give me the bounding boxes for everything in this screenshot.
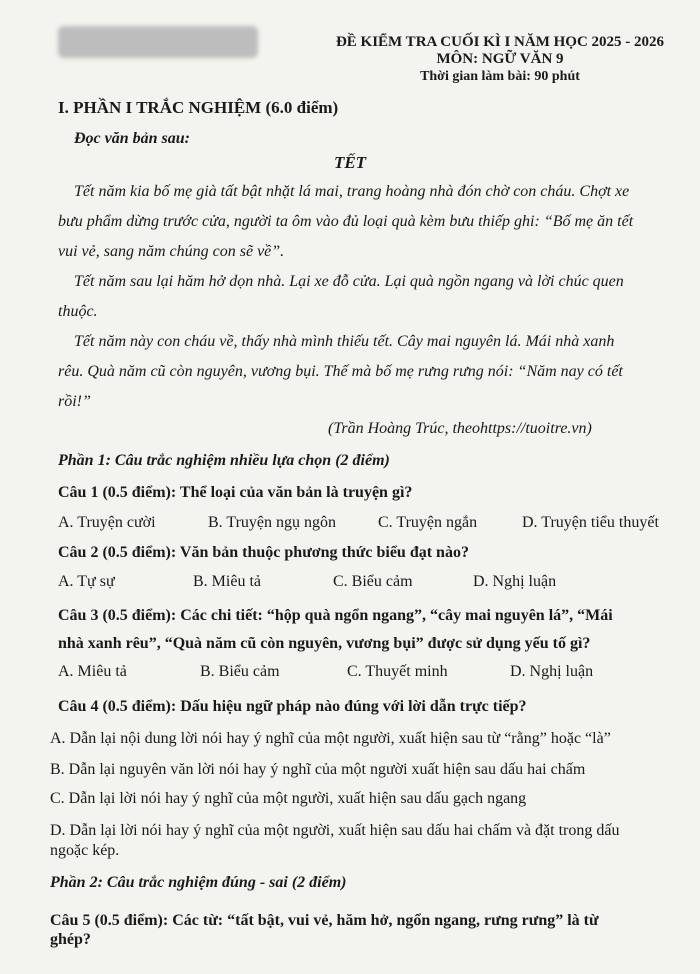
- question-3-line2: nhà xanh rêu”, “Quà năm cũ còn nguyên, vương bụi” được sử dụng yếu tố gì?: [58, 635, 591, 652]
- question-4-option-d-line1: D. Dẫn lại lời nói hay ý nghĩ của một người, xuất hiện sau dấu hai chấm và đặt trong dấu: [50, 822, 620, 839]
- exam-subject: MÔN: NGỮ VĂN 9: [436, 51, 564, 67]
- option-b: B. Truyện ngụ ngôn: [208, 514, 337, 531]
- part2-title: Phần 2: Câu trắc nghiệm đúng - sai (2 điểm): [50, 874, 347, 891]
- option-d: D. Nghị luận: [510, 663, 594, 680]
- question-5-line1: Câu 5 (0.5 điểm): Các từ: “tất bật, vui vẻ, hăm hở, ngổn ngang, rưng rưng” là từ: [50, 912, 599, 929]
- part1-title: Phần 1: Câu trắc nghiệm nhiều lựa chọn (2 điểm): [58, 452, 390, 469]
- question-4-option-d-line2: ngoặc kép.: [50, 842, 120, 859]
- option-a: A. Miêu tả: [58, 663, 127, 680]
- story-line: Tết năm này con cháu về, thấy nhà mình thiếu tết. Cây mai nguyên lá. Mái nhà xanh: [74, 333, 615, 350]
- question-4-option-a: A. Dẫn lại nội dung lời nói hay ý nghĩ của một người, xuất hiện sau từ “rằng” hoặc “là”: [50, 730, 611, 747]
- question-3-line1: Câu 3 (0.5 điểm): Các chi tiết: “hộp quà ngổn ngang”, “cây mai nguyên lá”, “Mái: [58, 607, 613, 624]
- question-2: Câu 2 (0.5 điểm): Văn bản thuộc phương thức biểu đạt nào?: [58, 544, 469, 561]
- section-title: I. PHẦN I TRẮC NGHIỆM (6.0 điểm): [58, 98, 339, 117]
- question-4-option-c: C. Dẫn lại lời nói hay ý nghĩ của một người, xuất hiện sau dấu gạch ngang: [50, 790, 527, 807]
- read-instruction: Đọc văn bản sau:: [74, 130, 191, 147]
- redacted-school-name: [58, 26, 258, 58]
- question-1-options: [0, 514, 700, 538]
- story-line: rồi!”: [58, 393, 91, 410]
- story-line: thuộc.: [58, 303, 98, 320]
- question-4: Câu 4 (0.5 điểm): Dấu hiệu ngữ pháp nào đúng với lời dẫn trực tiếp?: [58, 698, 527, 715]
- exam-title: ĐỀ KIỂM TRA CUỐI KÌ I NĂM HỌC 2025 - 2026: [335, 34, 665, 50]
- option-b: B. Miêu tả: [193, 573, 261, 590]
- question-4-option-b: B. Dẫn lại nguyên văn lời nói hay ý nghĩ của một người xuất hiện sau dấu hai chấm: [50, 761, 586, 778]
- exam-header: [300, 34, 700, 85]
- option-a: A. Truyện cười: [58, 514, 156, 531]
- option-c: C. Biểu cảm: [333, 573, 413, 590]
- story-source: (Trần Hoàng Trúc, theohttps://tuoitre.vn): [328, 420, 592, 437]
- option-d: D. Truyện tiểu thuyết: [522, 514, 659, 531]
- question-2-options: [0, 573, 700, 597]
- question-3-options: [0, 663, 700, 687]
- question-5-line2: ghép?: [50, 931, 91, 948]
- story-line: vui vẻ, sang năm chúng con sẽ về”.: [58, 243, 285, 260]
- option-c: C. Thuyết minh: [347, 663, 448, 680]
- exam-duration: Thời gian làm bài: 90 phút: [420, 69, 580, 84]
- question-1: Câu 1 (0.5 điểm): Thể loại của văn bản là truyện gì?: [58, 484, 413, 501]
- option-c: C. Truyện ngắn: [378, 514, 478, 531]
- story-title: TẾT: [333, 153, 367, 172]
- story-line: bưu phẩm dừng trước cửa, người ta ôm vào đủ loại quà kèm bưu thiếp ghi: “Bố mẹ ăn tết: [58, 213, 634, 230]
- option-a: A. Tự sự: [58, 573, 115, 590]
- option-b: B. Biểu cảm: [200, 663, 280, 680]
- story-line: rêu. Quà năm cũ còn nguyên, vương bụi. Thế mà bố mẹ rưng rưng nói: “Năm nay có tết: [58, 363, 623, 380]
- option-d: D. Nghị luận: [473, 573, 557, 590]
- story-line: Tết năm sau lại hăm hở dọn nhà. Lại xe đỗ cửa. Lại quà ngồn ngang và lời chúc quen: [74, 273, 624, 290]
- story-line: Tết năm kia bố mẹ già tất bật nhặt lá mai, trang hoàng nhà đón chờ con cháu. Chợt xe: [74, 183, 630, 200]
